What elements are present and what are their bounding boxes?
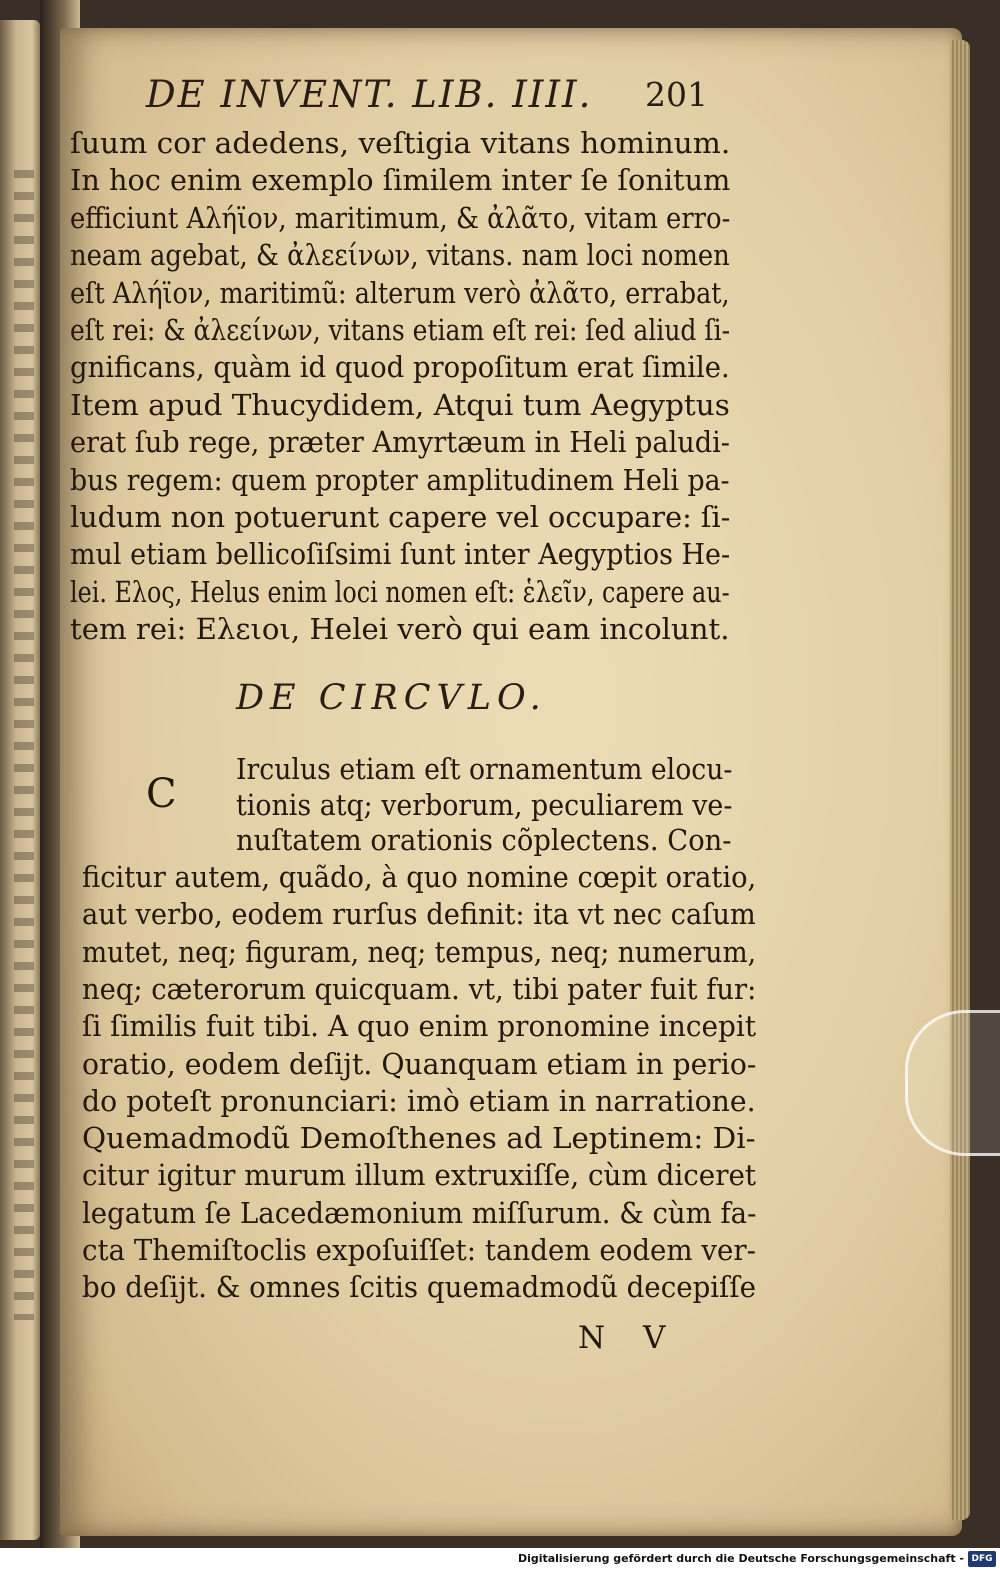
text-line: erat ſub rege, præter Amyrtæum in Heli paludi- — [70, 425, 730, 460]
text-line: Irculus etiam eſt ornamentum elocu- — [236, 752, 733, 786]
text-line: mul etiam bellicoſiſsimi ſunt inter Aegyptios He- — [70, 537, 731, 572]
text-line: In hoc enim exemplo ſimilem inter ſe ſonitum — [70, 163, 731, 198]
text-line: neq; cæterorum quicquam. vt, tibi pater fuit fur: — [82, 971, 757, 1006]
funding-credit: Digitalisierung gefördert durch die Deutsche Forschungsgemeinschaft - — [517, 1552, 964, 1565]
plastic-page-clip — [905, 1010, 1000, 1156]
text-line: ludum non potuerunt capere vel occupare: ſi- — [70, 500, 731, 534]
page-number: 201 — [645, 75, 708, 114]
text-line: cta Themiſtoclis expoſuiſſet: tandem eodem ver- — [82, 1233, 756, 1267]
text-line: ficitur autem, quãdo, à quo nomine cœpit oratio, — [82, 860, 757, 894]
text-line: ſuum cor adedens, veſtigia vitans hominum. — [70, 126, 731, 160]
facing-page-text-fragments — [14, 170, 34, 1320]
text-line: Item apud Thucydidem, Atqui tum Aegyptus — [70, 387, 730, 422]
text-line: lei. Ελος, Helus enim loci nomen eſt: ἑλεῖν, capere au- — [70, 574, 730, 609]
facing-page-edge — [0, 20, 40, 1540]
text-line: citur igitur murum illum extruxiſſe, cùm diceret — [82, 1158, 757, 1193]
text-line: gnificans, quàm id quod propoſitum erat ſimile. — [70, 350, 730, 385]
text-line: eſt rei: & ἀλεείνων, vitans etiam eſt rei: ſed aliud ſi- — [70, 313, 731, 347]
dfg-logo: DFG — [968, 1551, 996, 1567]
text-line: efficiunt Αλήϊον, maritimum, & ἀλᾶτο, vitam erro- — [70, 200, 731, 235]
page-edges — [950, 40, 970, 1520]
text-line: ſi ſimilis fuit tibi. A quo enim pronomine incepit — [82, 1009, 757, 1044]
section-heading: DE CIRCVLO. — [236, 678, 547, 718]
text-line: tem rei: Ελειοι, Helei verò qui eam incolunt. — [70, 612, 730, 647]
running-head: DE INVENT. LIB. IIII. — [146, 73, 593, 116]
text-line: do poteſt pronunciari: imò etiam in narratione. — [82, 1083, 756, 1118]
text-line: tionis atq; verborum, peculiarem ve- — [236, 787, 733, 822]
text-line: oratio, eodem deſijt. Quanquam etiam in perio- — [82, 1046, 757, 1081]
drop-initial: C — [146, 771, 177, 817]
text-line: aut verbo, eodem rurſus definit: ita vt nec caſum — [82, 897, 756, 932]
text-line: nuſtatem orationis cõplectens. Con- — [236, 823, 732, 857]
text-line: Quemadmodũ Demoſthenes ad Leptinem: Di- — [82, 1121, 756, 1156]
text-line: legatum ſe Lacedæmonium miſſurum. & cùm fa- — [82, 1195, 757, 1230]
text-line: neam agebat, & ἀλεείνων, vitans. nam loci nomen — [70, 238, 730, 273]
text-line: bo deſijt. & omnes ſcitis quemadmodũ decepiſſe — [82, 1270, 757, 1305]
text-line: mutet, neq; figuram, neq; tempus, neq; numerum, — [82, 934, 757, 969]
signature-mark: N V — [578, 1320, 680, 1356]
text-line: bus regem: quem propter amplitudinem Heli pa- — [70, 462, 730, 497]
text-line: eſt Αλήϊον, maritimũ: alterum verò ἀλᾶτο, errabat, — [70, 275, 730, 310]
